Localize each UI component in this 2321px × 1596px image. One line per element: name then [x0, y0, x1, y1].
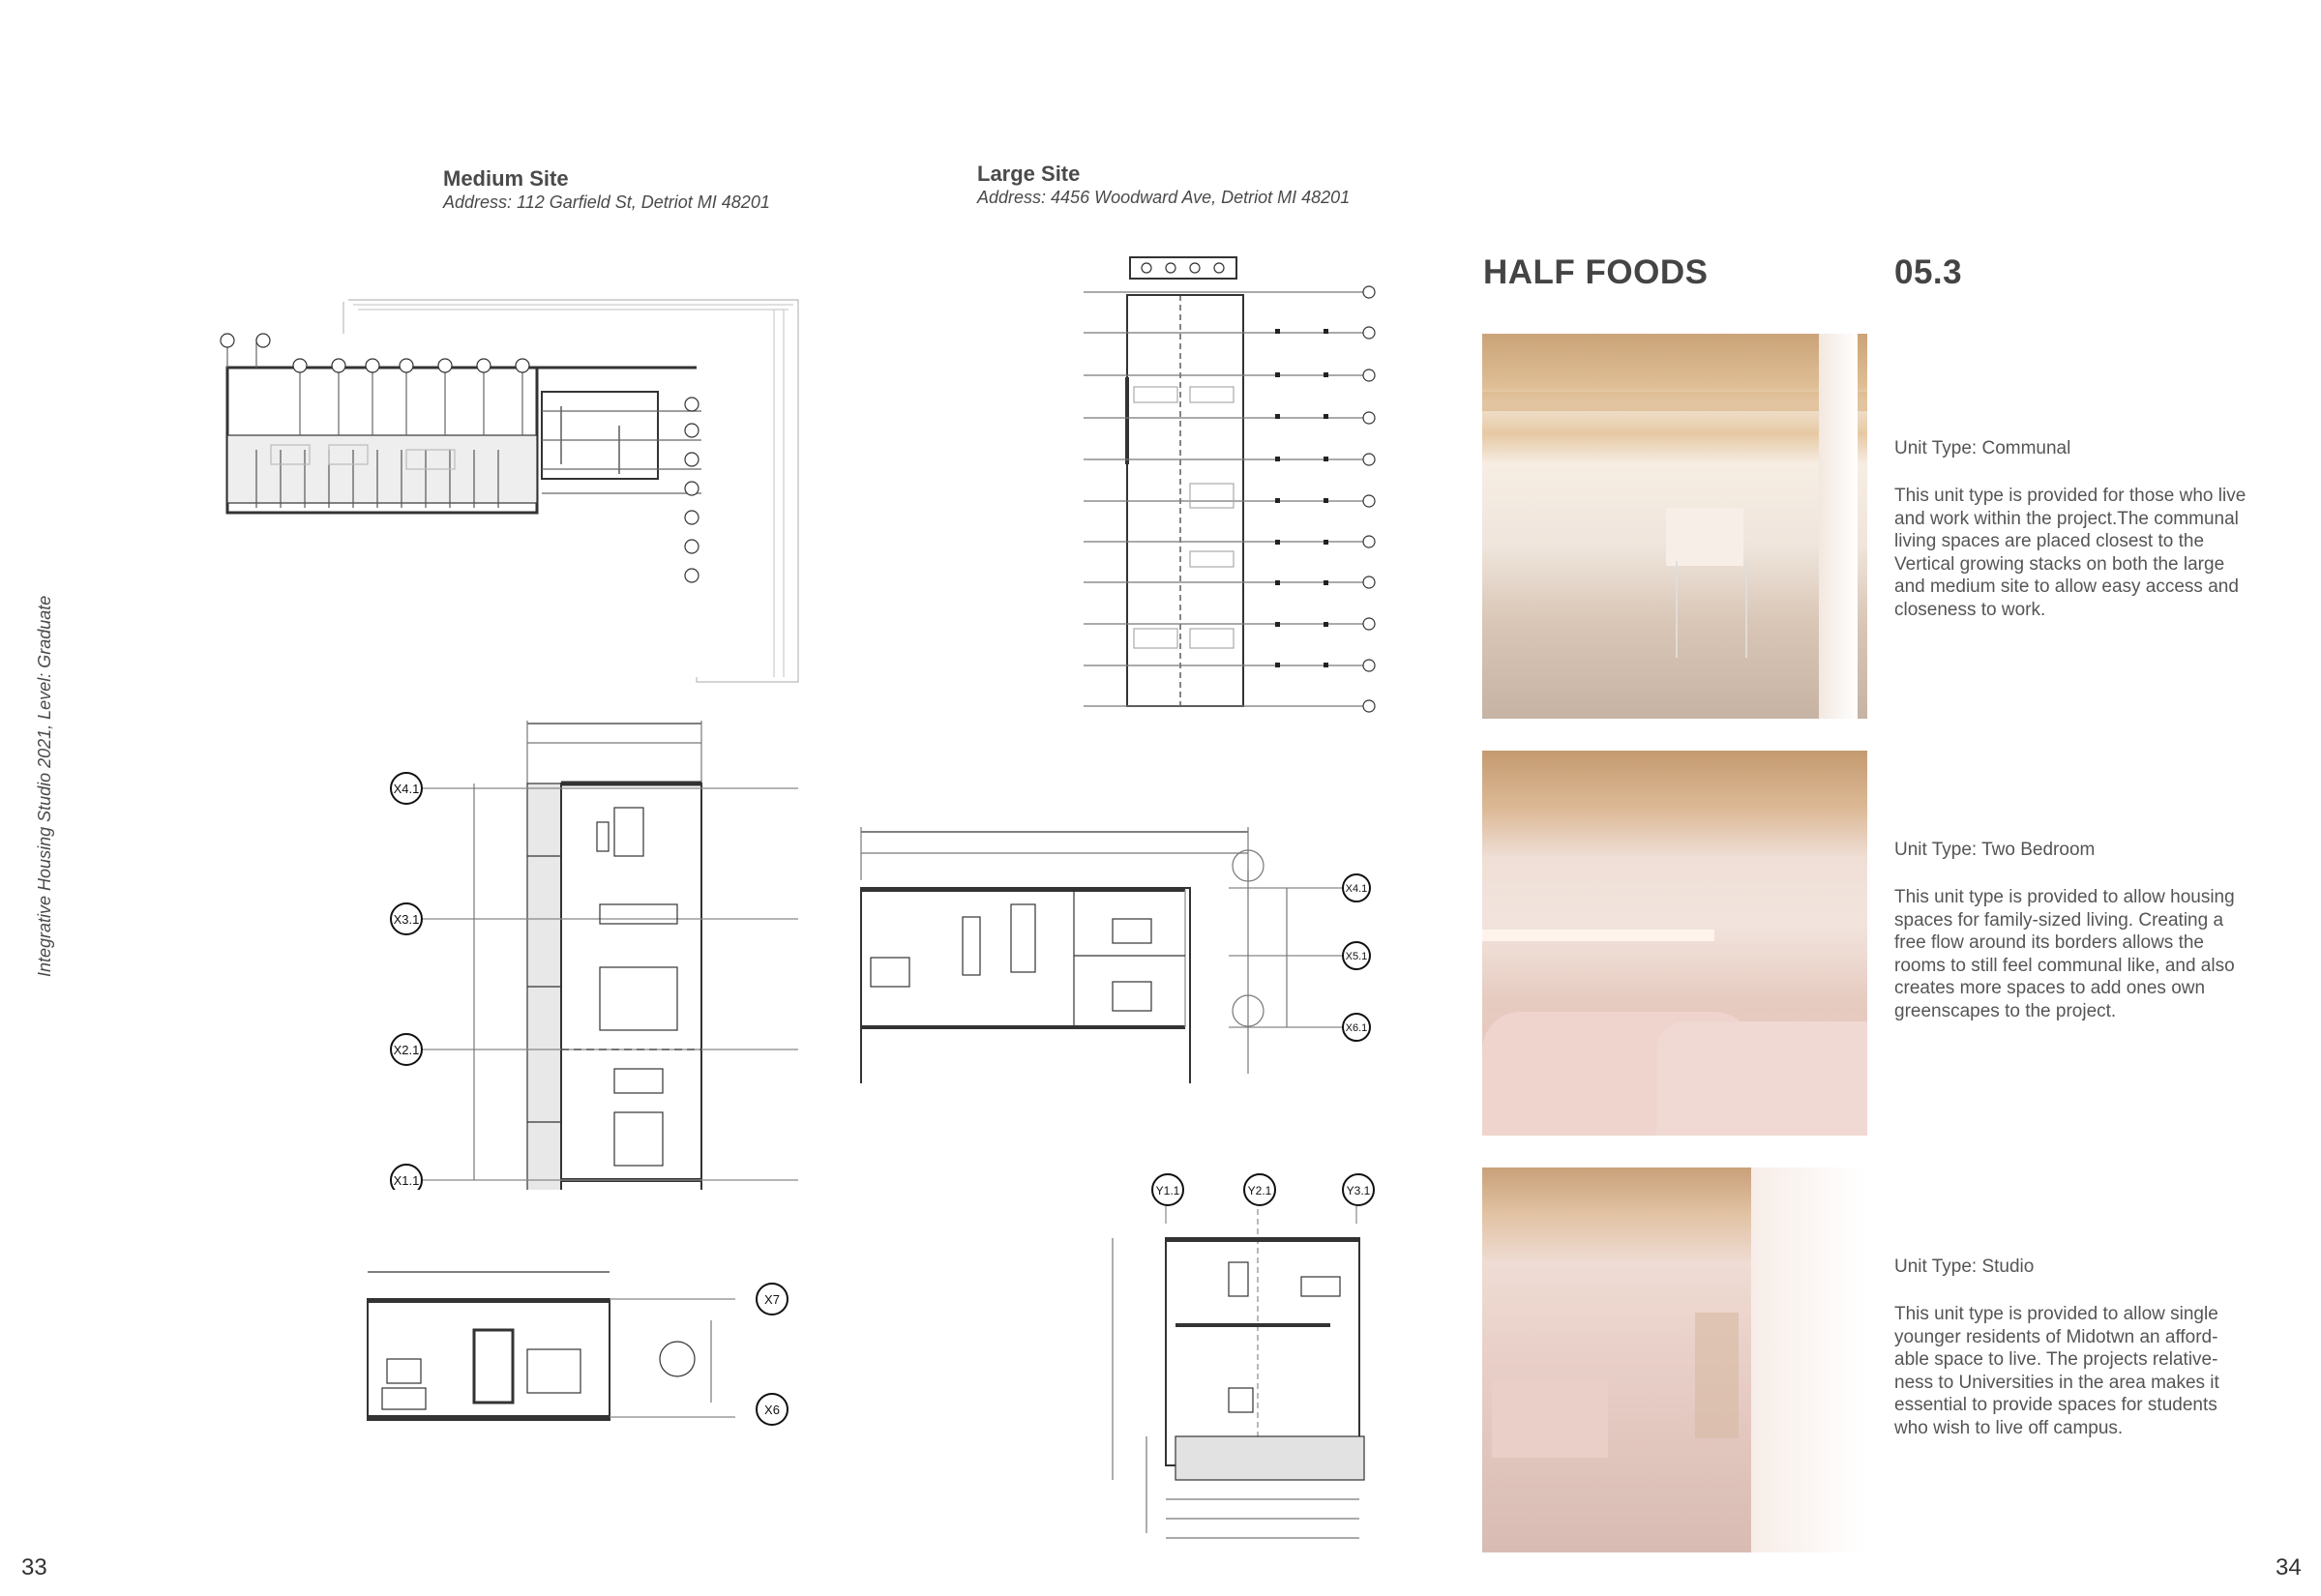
page-number-right: 34	[2276, 1554, 2302, 1581]
grid-label-x6: X6	[764, 1403, 780, 1417]
unit-plan-c	[329, 1262, 813, 1436]
medium-site-address: Address: 112 Garfield St, Detriot MI 48201	[443, 192, 770, 212]
medium-site-title: Medium Site	[443, 166, 569, 191]
large-site-address: Address: 4456 Woodward Ave, Detriot MI 48201	[977, 188, 1351, 207]
communal-unit-rendering	[1482, 334, 1867, 719]
unit-type-two-bedroom: Unit Type: Two Bedroom	[1894, 840, 2096, 860]
page-number-left: 33	[21, 1554, 47, 1581]
large-site-title: Large Site	[977, 162, 1081, 186]
section-number: 05.3	[1894, 253, 1963, 291]
grid-label-y1-1: Y1.1	[1155, 1184, 1180, 1197]
unit-plan-d	[1093, 1166, 1403, 1548]
side-caption: Integrative Housing Studio 2021, Level: Graduate	[35, 595, 54, 977]
unit-plan-b	[851, 813, 1393, 1083]
unit-type-communal: Unit Type: Communal	[1894, 438, 2071, 458]
unit-type-studio: Unit Type: Studio	[1894, 1256, 2035, 1277]
grid-label-b-x4-1: X4.1	[1345, 883, 1368, 895]
unit-desc-studio: This unit type is provided to allow single younger residents of Midotwn an afford-able space to live. The projects relative-ness to Universities in the area makes it essential to provide spaces for students who wish to live off campus.	[1894, 1304, 2219, 1438]
section-title: HALF FOODS	[1483, 253, 1709, 291]
unit-plan-a	[382, 716, 808, 1190]
large-site-floor-plan	[1074, 251, 1393, 716]
grid-label-x4-1: X4.1	[393, 782, 420, 796]
grid-label-b-x5-1: X5.1	[1345, 951, 1368, 962]
grid-label-x3-1: X3.1	[393, 912, 420, 927]
grid-label-y3-1: Y3.1	[1346, 1184, 1371, 1197]
grid-label-x2-1: X2.1	[393, 1043, 420, 1057]
grid-label-x7: X7	[764, 1292, 780, 1307]
two-bedroom-unit-rendering	[1482, 751, 1867, 1136]
grid-label-y2-1: Y2.1	[1247, 1184, 1272, 1197]
grid-label-b-x6-1: X6.1	[1345, 1022, 1368, 1034]
unit-desc-communal: This unit type is provided for those who live and work within the project.The communal living spaces are placed closest to the Vertical growing stacks on both the large and medium site to allow easy access and closeness to work.	[1894, 486, 2247, 620]
unit-desc-two-bedroom: This unit type is provided to allow housing spaces for family-sized living. Creating a free flow around its borders allows the rooms to still feel communal like, and also creates more spaces to add ones own greenscapes to the project.	[1894, 887, 2235, 1021]
medium-site-floor-plan	[213, 290, 813, 696]
studio-unit-rendering	[1482, 1167, 1867, 1552]
grid-label-x1-1: X1.1	[393, 1173, 420, 1188]
